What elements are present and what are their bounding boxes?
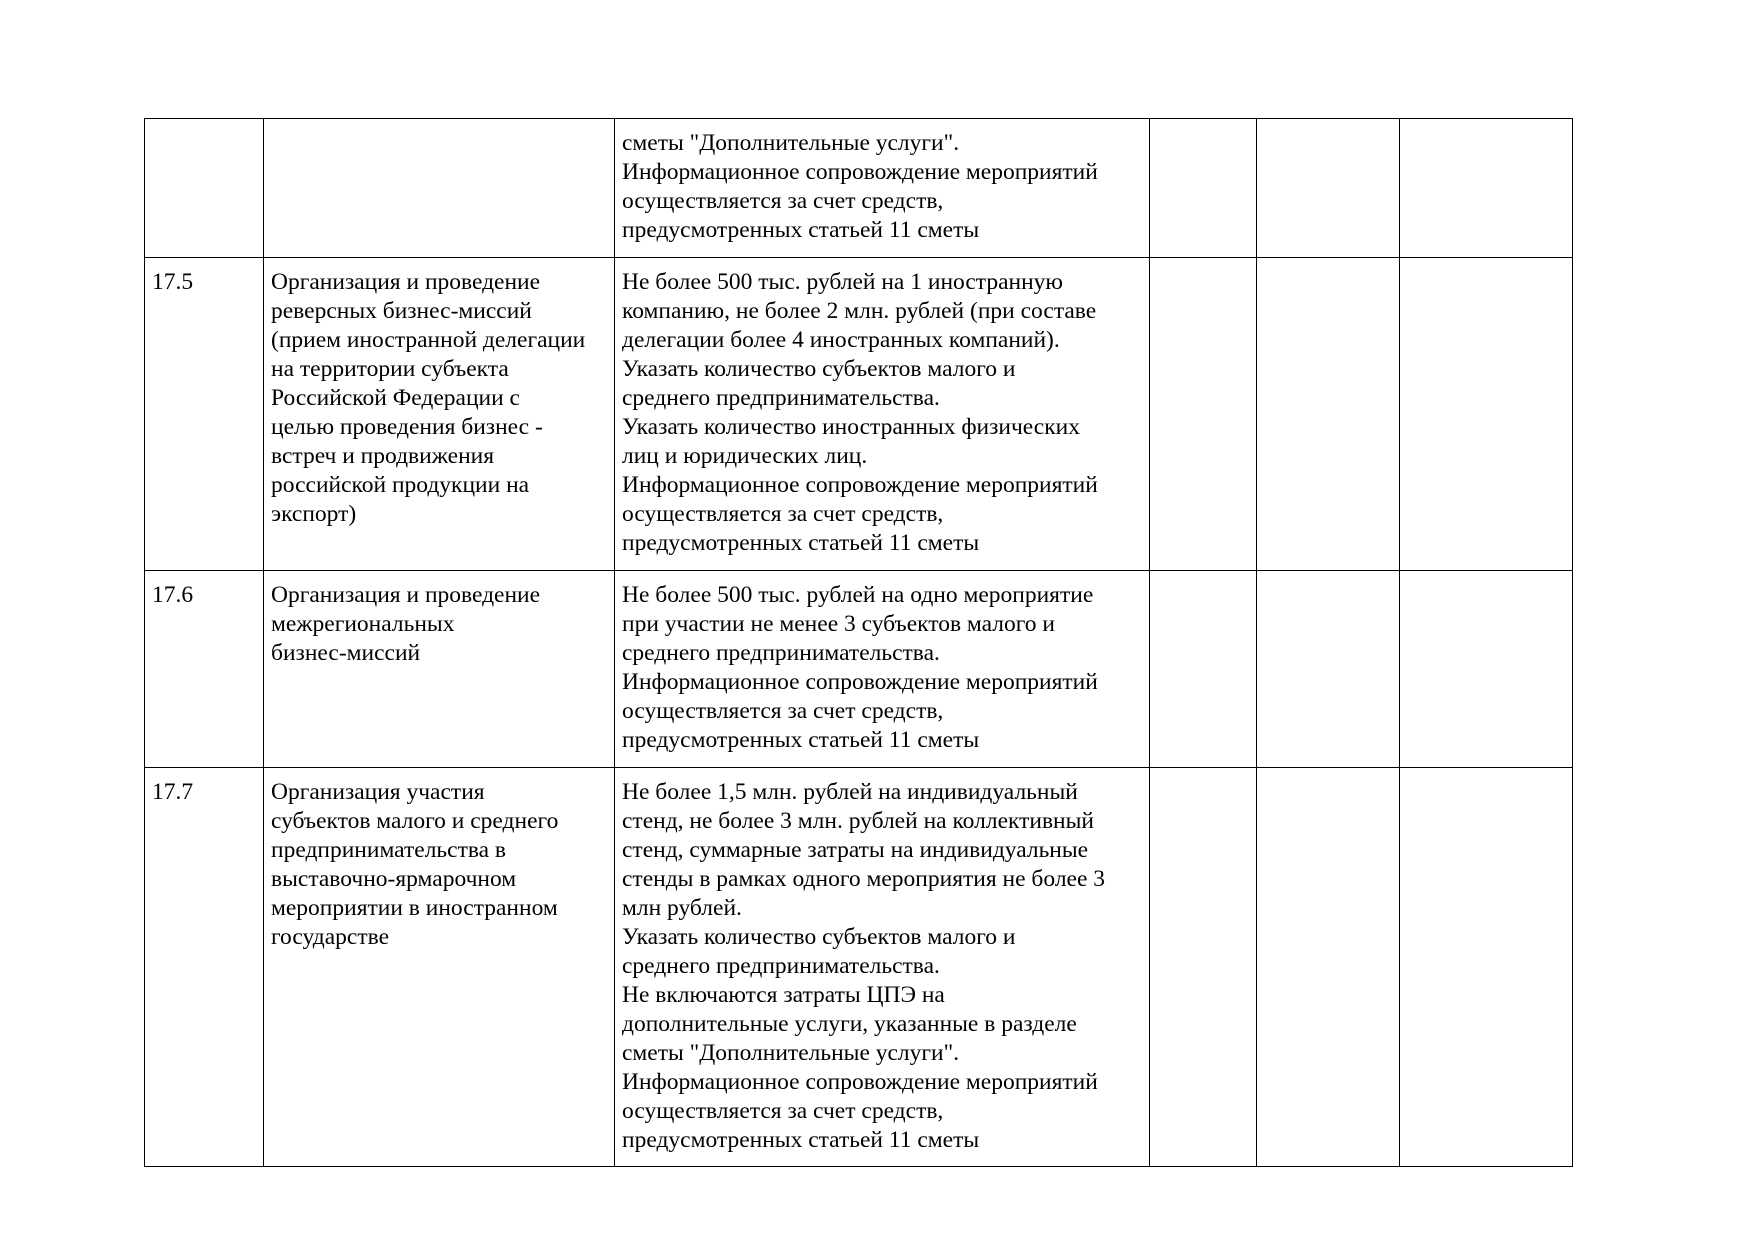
name-line: межрегиональных [271,611,455,637]
measures-table [144,118,1573,1167]
conditions-line: предусмотренных статьей 11 сметы [622,530,980,556]
conditions-line: Информационное сопровождение мероприятий [622,1069,1098,1095]
empty-cell-col6 [1400,571,1573,768]
row-number-cell [145,119,264,258]
empty-cell-col5 [1257,768,1400,1167]
name-line: встреч и продвижения [271,443,495,469]
conditions-line: предусмотренных статьей 11 сметы [622,1127,980,1153]
name-line: Организация участия [271,779,485,805]
name-line: предпринимательства в [271,837,507,863]
name-line: экспорт) [271,501,357,527]
conditions-line: компанию, не более 2 млн. рублей (при составе [622,298,1097,324]
name-line: государстве [271,924,390,950]
table-row [145,119,1573,258]
row-conditions-cell [615,768,1150,1167]
conditions-line: предусмотренных статьей 11 сметы [622,217,980,243]
conditions-line: осуществляется за счет средств, [622,188,944,214]
row-conditions-cell [615,258,1150,571]
empty-cell-col4 [1150,571,1257,768]
conditions-line: млн рублей. [622,895,742,921]
empty-cell-col4 [1150,258,1257,571]
conditions-line: стенд, не более 3 млн. рублей на коллективный [622,808,1094,834]
conditions-line: осуществляется за счет средств, [622,1098,944,1124]
empty-cell-col4 [1150,119,1257,258]
conditions-line: Не включаются затраты ЦПЭ на [622,982,945,1008]
table-row [145,768,1573,1167]
conditions-line: при участии не менее 3 субъектов малого и [622,611,1056,637]
conditions-line: Информационное сопровождение мероприятий [622,159,1098,185]
empty-cell-col6 [1400,119,1573,258]
conditions-line: делегации более 4 иностранных компаний). [622,327,1060,353]
conditions-line: Указать количество субъектов малого и [622,356,1016,382]
conditions-line: Не более 500 тыс. рублей на 1 иностранную [622,269,1063,295]
conditions-line: Информационное сопровождение мероприятий [622,472,1098,498]
conditions-line: среднего предпринимательства. [622,640,940,666]
row-number: 17.5 [152,269,194,295]
conditions-line: стенды в рамках одного мероприятия не более 3 [622,866,1106,892]
document-page [144,118,1572,1167]
name-line: бизнес-миссий [271,640,421,666]
conditions-line: стенд, суммарные затраты на индивидуальные [622,837,1089,863]
row-name-cell [264,258,615,571]
name-line: на территории субъекта [271,356,509,382]
conditions-line: дополнительные услуги, указанные в разделе [622,1011,1077,1037]
conditions-line: осуществляется за счет средств, [622,501,944,527]
name-line: выставочно-ярмарочном [271,866,517,892]
name-line: Российской Федерации с [271,385,520,411]
name-line: Организация и проведение [271,269,541,295]
conditions-line: Не более 1,5 млн. рублей на индивидуальный [622,779,1078,805]
row-number-cell [145,258,264,571]
conditions-line: Не более 500 тыс. рублей на одно мероприятие [622,582,1094,608]
empty-cell-col6 [1400,258,1573,571]
row-name-cell [264,768,615,1167]
row-conditions-cell [615,119,1150,258]
name-line: субъектов малого и среднего [271,808,559,834]
row-number-cell [145,768,264,1167]
empty-cell-col5 [1257,571,1400,768]
conditions-line: лиц и юридических лиц. [622,443,868,469]
empty-cell-col6 [1400,768,1573,1167]
name-line: Организация и проведение [271,582,541,608]
conditions-line: среднего предпринимательства. [622,953,940,979]
conditions-line: среднего предпринимательства. [622,385,940,411]
row-name-cell [264,571,615,768]
conditions-line: Информационное сопровождение мероприятий [622,669,1098,695]
name-line: целью проведения бизнес - [271,414,543,440]
empty-cell-col5 [1257,258,1400,571]
row-name-cell [264,119,615,258]
conditions-line: Указать количество субъектов малого и [622,924,1016,950]
empty-cell-col4 [1150,768,1257,1167]
table-row [145,571,1573,768]
name-line: мероприятии в иностранном [271,895,558,921]
name-line: реверсных бизнес-миссий [271,298,532,324]
row-conditions-cell [615,571,1150,768]
name-line: российской продукции на [271,472,530,498]
row-number: 17.6 [152,582,194,608]
conditions-line: осуществляется за счет средств, [622,698,944,724]
table-row [145,258,1573,571]
conditions-line: сметы "Дополнительные услуги". [622,130,960,156]
conditions-line: сметы "Дополнительные услуги". [622,1040,960,1066]
conditions-line: Указать количество иностранных физических [622,414,1080,440]
name-line: (прием иностранной делегации [271,327,586,353]
table-body [145,119,1573,1167]
row-number: 17.7 [152,779,194,805]
row-number-cell [145,571,264,768]
empty-cell-col5 [1257,119,1400,258]
conditions-line: предусмотренных статьей 11 сметы [622,727,980,753]
